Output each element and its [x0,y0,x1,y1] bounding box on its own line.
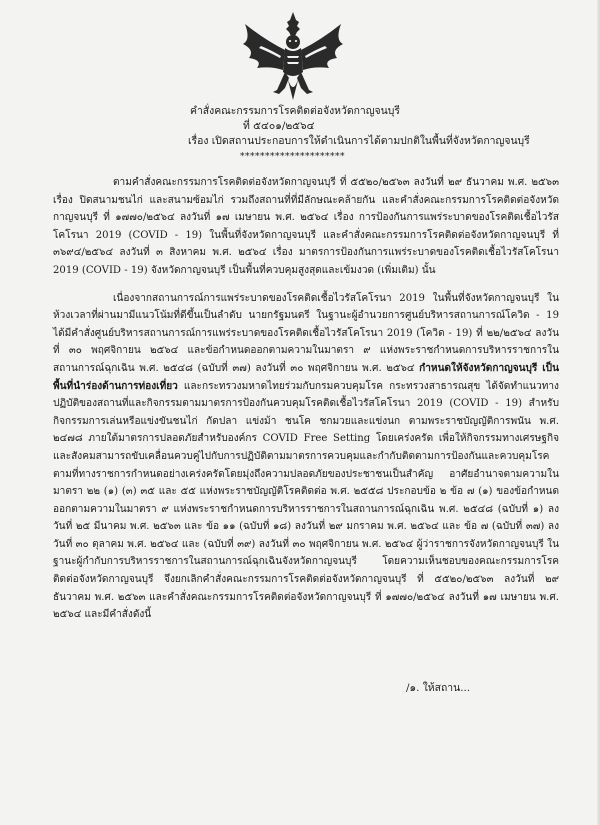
garuda-seal-icon [235,10,351,102]
header-separator: ********************* [240,152,345,162]
paragraph-2-part-b: และกระทรวงมหาดไทยร่วมกับกรมควบคุมโรค กระทรวงสาธารณสุข ได้จัดทำแนวทางปฏิบัติของสถานที่และกิจกรรมตามมาตรการป้องกันควบคุมโรคติดเชื้อไวรัสโคโรนา 2019 (COVID - 19) สำหรับกิจกรรมการเล่นหรือแข่งขันชนไก่ กัดปลา แข่งม้า ชนโค ชกมวยและแข่งนก ตามพระราชบัญญัติการพนัน พ.ศ. ๒๔๗๘ ภายใต้มาตรการปลอดภัยสำหรับองค์กร COVID Free Setting โดยเคร่งครัด เพื่อให้กิจกรรมทางเศรษฐกิจและสังคมสามารถขับเคลื่อนควบคู่ไปกับการปฏิบัติตามมาตรการควบคุมและกำกับติดตามการป้องกันและควบคุมโรคตามที่ทางราชการกำหนดอย่างเคร่งครัดโดยมุ่งถึงความปลอดภัยของประชาชนเป็นสำคัญ อาศัยอำนาจตามความในมาตรา ๒๒ (๑) (๓) ๓๕ และ ๕๕ แห่งพระราชบัญญัติโรคติดต่อ พ.ศ. ๒๕๕๘ ประกอบข้อ ๒ ข้อ ๗ (๑) ของข้อกำหนดออกตามความในมาตรา ๙ แห่งพระราชกำหนดการบริหารราชการในสถานการณ์ฉุกเฉิน พ.ศ. ๒๕๔๘ (ฉบับที่ ๑) ลงวันที่ ๒๕ มีนาคม พ.ศ. ๒๕๖๓ และ ข้อ ๑๑ (ฉบับที่ ๑๘) ลงวันที่ ๒๙ มกราคม พ.ศ. ๒๕๖๔ และ ข้อ ๗ (ฉบับที่ ๓๗) ลงวันที่ ๓๐ ตุลาคม พ.ศ. ๒๕๖๔ และ (ฉบับที่ ๓๙) ลงวันที่ ๓๐ พฤศจิกายน พ.ศ. ๒๕๖๔ ผู้ว่าราชการจังหวัดกาญจนบุรี ในฐานะผู้กำกับการบริหารราชการในสถานการณ์ฉุกเฉินจังหวัดกาญจนบุรี โดยความเห็นชอบของคณะกรรมการโรคติดต่อจังหวัดกาญจนบุรี จึงยกเลิกคำสั่งคณะกรรมการโรคติดต่อจังหวัดกาญจนบุรี ที่ ๕๕๒๐/๒๕๖๓ ลงวันที่ ๒๙ ธันวาคม พ.ศ. ๒๕๖๓ และคำสั่งคณะกรรมการโรคติดต่อจังหวัดกาญจนบุรี ที่ ๑๗๗๐/๒๕๖๔ ลงวันที่ ๑๗ เมษายน พ.ศ. ๒๕๖๔ และมีคำสั่งดังนี้ [53,380,559,621]
order-title: คำสั่งคณะกรรมการโรคติดต่อจังหวัดกาญจนบุรี [190,105,400,117]
order-subject: เรื่อง เปิดสถานประกอบการให้ดำเนินการได้ตามปกติในพื้นที่จังหวัดกาญจนบุรี [188,135,530,147]
paragraph-2-part-a: เนื่องจากสถานการณ์การแพร่ระบาดของโรคติดเชื้อไวรัสโคโรนา 2019 ในพื้นที่จังหวัดกาญจนบุรี ในห้วงเวลาที่ผ่านมามีแนวโน้มที่ดีขึ้นเป็นลำดับ นายกรัฐมนตรี ในฐานะผู้อำนวยการศูนย์บริหารสถานการณ์โควิด - 19 ได้มีคำสั่งศูนย์บริหารสถานการณ์การแพร่ระบาดของโรคติดเชื้อไวรัสโคโรนา 2019 (โควิด - 19) ที่ ๒๒/๒๕๖๔ ลงวันที่ ๓๐ พฤศจิกายน ๒๕๖๔ และข้อกำหนดออกตามความในมาตรา ๙ แห่งพระราชกำหนดการบริหารราชการในสถานการณ์ฉุกเฉิน พ.ศ. ๒๕๔๘ (ฉบับที่ ๓๗) ลงวันที่ ๓๐ พฤศจิกายน พ.ศ. ๒๕๖๔ [53,292,559,374]
paragraph-2 [53,290,559,624]
continuation-marker: /๑. ให้สถาน... [406,682,471,694]
order-number: ที่ ๕๔๐๑/๒๕๖๔ [243,120,315,132]
document-body [53,174,559,634]
paragraph-2-bold: กำหนดให้จังหวัดกาญจนบุรี เป็นพื้นที่นำร่องด้านการท่องเที่ยว [53,362,559,392]
paragraph-1: ตามคำสั่งคณะกรรมการโรคติดต่อจังหวัดกาญจนบุรี ที่ ๕๕๒๐/๒๕๖๓ ลงวันที่ ๒๙ ธันวาคม พ.ศ. ๒๕๖๓ เรื่อง ปิดสนามชนไก่ และสนามซ้อมไก่ รวมถึงสถานที่ที่มีลักษณะคล้ายกัน และคำสั่งคณะกรรมการโรคติดต่อจังหวัดกาญจนบุรี ที่ ๑๗๗๐/๒๕๖๔ ลงวันที่ ๑๗ เมษายน พ.ศ. ๒๕๖๔ เรื่อง การป้องกันการแพร่ระบาดของโรคติดเชื้อไวรัสโคโรนา 2019 (COVID - 19) ในพื้นที่จังหวัดกาญจนบุรี และคำสั่งคณะกรรมการโรคติดต่อจังหวัดกาญจนบุรี ที่ ๓๖๙๔/๒๕๖๔ ลงวันที่ ๓ สิงหาคม พ.ศ. ๒๕๖๔ เรื่อง มาตรการป้องกันการแพร่ระบาดของโรคติดเชื้อไวรัสโคโรนา 2019 (COVID - 19) จังหวัดกาญจนบุรี เป็นพื้นที่ควบคุมสูงสุดและเข้มงวด (เพิ่มเติม) นั้น [53,177,559,276]
